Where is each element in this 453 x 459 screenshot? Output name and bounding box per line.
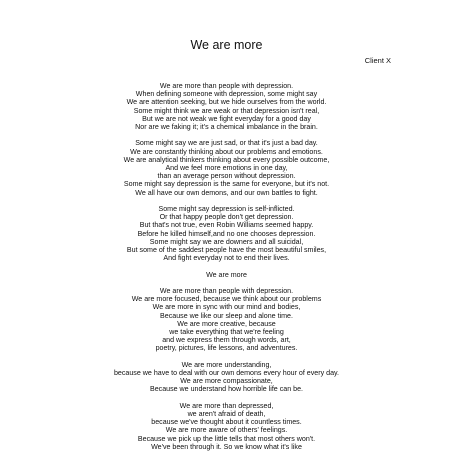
stanza-2 — [0, 139, 453, 196]
poem-line: Because we pick up the little tells that most others won't. — [137, 434, 316, 443]
document-author: Client X — [364, 56, 391, 65]
poem-line: than an average person without depression. — [157, 172, 296, 181]
poem-line: We are more than people with depression. — [159, 82, 294, 90]
poem-body — [0, 82, 453, 459]
poem-line: We are more understanding, — [181, 360, 272, 369]
poem-line: We are more aware of others' feelings. — [165, 426, 288, 435]
poem-line: We all have our own demons, and our own battles to fight. — [135, 188, 318, 197]
stanza-1 — [0, 82, 453, 131]
poem-line: Or that happy people don't get depression. — [159, 213, 294, 222]
poem-line: and we express them through words, art, — [162, 336, 291, 345]
poem-line: We are more compassionate, — [180, 377, 273, 386]
poem-line: Because we understand how horrible life can be. — [149, 385, 303, 394]
stanza-5 — [0, 361, 453, 394]
poem-line: And fight everyday not to end their lives. — [163, 254, 290, 263]
poem-line: Some might say depression is self-inflicted. — [158, 205, 295, 214]
poem-line: Some might say depression is the same for everyone, but it's not. — [123, 180, 330, 189]
stanza-6 — [0, 402, 453, 451]
poem-line: Some might think we are weak or that depression isn't real, — [133, 106, 320, 115]
stanza-3 — [0, 205, 453, 262]
poem-line: Because we like our sleep and alone time. — [160, 311, 293, 320]
poem-line: We are constantly thinking about our problems and emotions. — [130, 147, 323, 156]
stanza-4 — [0, 287, 453, 353]
poem-line: because we have to deal with our own demons every hour of every day. — [113, 369, 340, 378]
poem-line: We are attention seeking, but we hide ourselves from the world. — [126, 98, 327, 107]
poem-line: we aren't afraid of death, — [187, 410, 266, 419]
poem-line: And we feel more emotions in one day, — [165, 164, 288, 173]
poem-line: Before he killed himself,and no one chooses depression. — [137, 229, 316, 238]
poem-line: But some of the saddest people have the most beautiful smiles, — [126, 246, 327, 255]
poem-line: But that's not true, even Robin Williams seemed happy. — [139, 221, 314, 230]
poem-subtitle: We are more — [206, 270, 247, 279]
poem-line: But we are not weak we fight everyday for a good day — [142, 114, 311, 123]
poem-line: When defining someone with depression, some might say — [135, 90, 318, 99]
document-title: We are more — [190, 38, 263, 52]
poem-line: We are more in sync with our mind and bodies, — [152, 303, 301, 312]
poem-line: We are more than depressed, — [179, 401, 274, 410]
poem-line: poetry, pictures, life lessons, and adventures. — [155, 344, 298, 353]
poem-line: We are more focused, because we think about our problems — [131, 295, 322, 304]
poem-line: We are more than people with depression. — [159, 287, 294, 296]
poem-line: Nor are we faking it; it's a chemical imbalance in the brain. — [135, 123, 318, 132]
poem-line: we take everything that we're feeling — [169, 328, 284, 337]
poem-line: We are analytical thinkers thinking about every possible outcome, — [123, 155, 330, 164]
poem-line: because we've thought about it countless times. — [151, 418, 302, 427]
poem-line: Some might say we are just sad, or that it's just a bad day. — [135, 139, 318, 148]
poem-line: Some might say we are downers and all suicidal, — [149, 237, 304, 246]
poem-line: We've been through it. So we know what it's like — [151, 442, 302, 451]
poem-line: We are more creative, because — [177, 319, 276, 328]
